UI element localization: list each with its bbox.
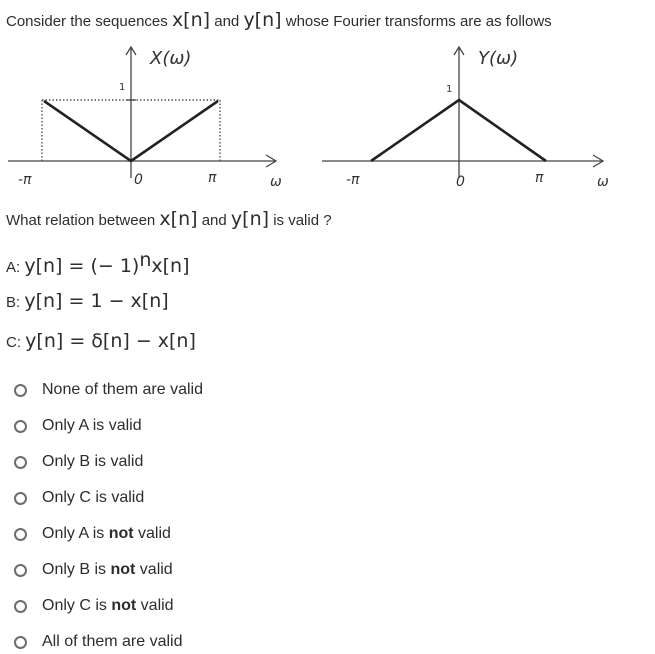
radio-button[interactable] bbox=[14, 492, 27, 505]
option-text-pre: Only A is bbox=[42, 525, 109, 542]
option-label: Only B is valid bbox=[42, 453, 144, 470]
intro-text bbox=[6, 9, 552, 31]
intro-part-2: and bbox=[210, 13, 244, 30]
statement-b-label: B: bbox=[6, 294, 25, 311]
y-plot-tick-zero: 0 bbox=[456, 174, 465, 190]
y-plot-title: Y(ω) bbox=[478, 48, 519, 69]
y-omega-plot bbox=[322, 47, 609, 190]
option-none-valid[interactable] bbox=[14, 378, 203, 402]
radio-button[interactable] bbox=[14, 600, 27, 613]
statement-c-expr: y[n] = δ[n] − x[n] bbox=[25, 330, 196, 352]
option-label: Only A is valid bbox=[42, 417, 142, 434]
option-label: Only C is valid bbox=[42, 489, 145, 506]
option-only-c-not-valid[interactable] bbox=[14, 594, 174, 618]
x-plot-tick-zero: 0 bbox=[134, 172, 143, 188]
statement-a-label: A: bbox=[6, 259, 25, 276]
option-only-c-valid[interactable] bbox=[14, 486, 144, 510]
option-text-bold: not bbox=[108, 525, 134, 542]
radio-button[interactable] bbox=[14, 384, 27, 397]
option-label: All of them are valid bbox=[42, 633, 183, 650]
y-plot-tick-neg-pi: -π bbox=[346, 172, 360, 188]
option-label: None of them are valid bbox=[42, 381, 203, 398]
option-text-bold: not bbox=[110, 561, 136, 578]
statement-b-expr: y[n] = 1 − x[n] bbox=[24, 290, 169, 312]
option-label bbox=[42, 525, 171, 543]
y-plot-tick-pi: π bbox=[535, 170, 544, 186]
x-plot-omega-label: ω bbox=[270, 174, 282, 190]
x-plot-peak-label: 1 bbox=[119, 82, 126, 93]
option-text-post: valid bbox=[136, 597, 174, 614]
intro-part-3: whose Fourier transforms are as follows bbox=[281, 13, 552, 30]
question-x-sequence: x[n] bbox=[159, 208, 198, 230]
statement-a-lhs: y[n] = (− 1) bbox=[24, 255, 140, 277]
x-plot-title: X(ω) bbox=[150, 48, 192, 69]
statement-a bbox=[6, 249, 190, 277]
option-label bbox=[42, 561, 173, 579]
option-only-b-not-valid[interactable] bbox=[14, 558, 173, 582]
radio-button[interactable] bbox=[14, 420, 27, 433]
question-text bbox=[6, 208, 332, 230]
statement-c bbox=[6, 330, 196, 352]
fourier-transform-figure bbox=[0, 38, 655, 198]
question-y-sequence: y[n] bbox=[230, 208, 270, 230]
y-plot-omega-label: ω bbox=[597, 174, 609, 190]
option-text-bold: not bbox=[111, 597, 137, 614]
option-only-a-valid[interactable] bbox=[14, 414, 142, 438]
question-part-1: What relation between bbox=[6, 212, 160, 229]
question-part-3: is valid ? bbox=[269, 212, 332, 229]
option-all-valid[interactable] bbox=[14, 630, 183, 654]
radio-button[interactable] bbox=[14, 636, 27, 649]
option-text-pre: Only B is bbox=[42, 561, 111, 578]
radio-button[interactable] bbox=[14, 528, 27, 541]
option-text-post: valid bbox=[133, 525, 171, 542]
x-omega-plot bbox=[8, 47, 282, 190]
intro-part-1: Consider the sequences bbox=[6, 13, 172, 30]
statement-b bbox=[6, 290, 169, 312]
y-sequence: y[n] bbox=[243, 9, 282, 31]
option-text-post: valid bbox=[135, 561, 173, 578]
x-sequence: x[n] bbox=[171, 9, 211, 31]
statement-a-exponent: n bbox=[139, 249, 152, 271]
x-plot-tick-pi: π bbox=[208, 170, 217, 186]
question-part-2: and bbox=[197, 212, 231, 229]
radio-button[interactable] bbox=[14, 564, 27, 577]
x-plot-tick-neg-pi: -π bbox=[18, 172, 32, 188]
option-text-pre: Only C is bbox=[42, 597, 112, 614]
statement-c-label: C: bbox=[6, 334, 26, 351]
y-plot-peak-label: 1 bbox=[446, 84, 453, 95]
option-only-a-not-valid[interactable] bbox=[14, 522, 171, 546]
option-label bbox=[42, 597, 174, 615]
statement-a-rhs: x[n] bbox=[151, 255, 190, 277]
option-only-b-valid[interactable] bbox=[14, 450, 143, 474]
radio-button[interactable] bbox=[14, 456, 27, 469]
